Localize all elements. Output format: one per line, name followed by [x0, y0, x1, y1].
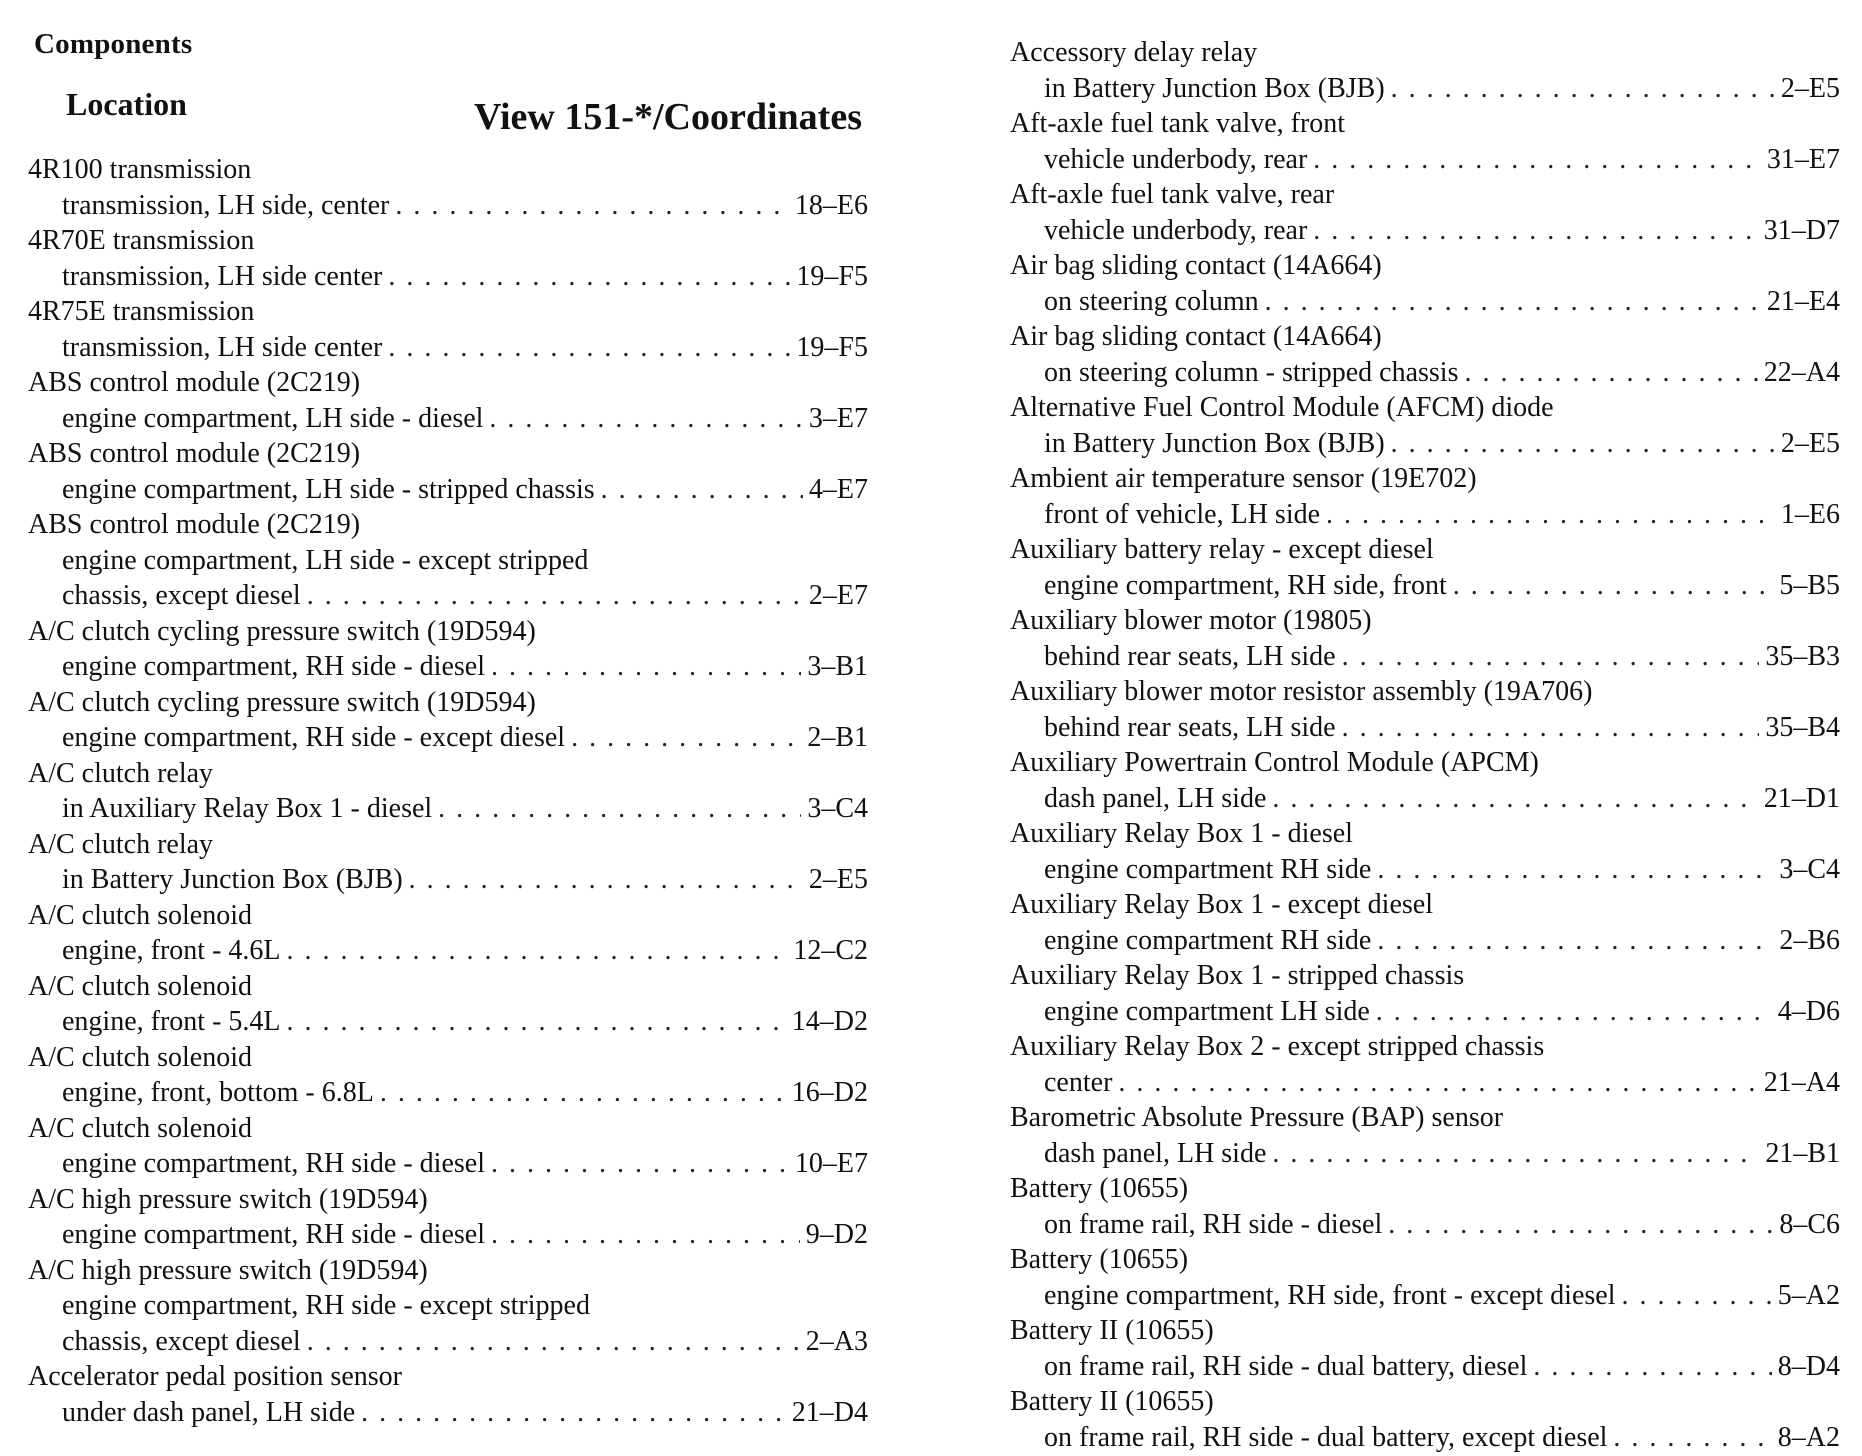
dot-leader	[491, 649, 801, 685]
component-location-line	[1010, 142, 1840, 178]
view-coordinate: 19–F5	[796, 260, 868, 292]
component-entry	[1010, 958, 1840, 1029]
component-location: dash panel, LH side	[1044, 782, 1267, 814]
component-location-line	[28, 649, 868, 685]
component-location: front of vehicle, LH side	[1044, 498, 1321, 530]
component-location: engine compartment, RH side, front	[1044, 569, 1447, 601]
view-coordinate: 2–A3	[805, 1325, 868, 1357]
dot-leader	[1313, 213, 1757, 249]
component-entry	[1010, 1242, 1840, 1313]
component-location-line	[1010, 568, 1840, 604]
component-location-line	[28, 330, 868, 366]
component-location: vehicle underbody, rear	[1044, 214, 1308, 246]
component-location-line	[28, 1004, 868, 1040]
component-location-line	[28, 791, 868, 827]
view-coordinate: 12–C2	[793, 935, 868, 966]
dot-leader	[1613, 1420, 1771, 1456]
component-entry	[28, 294, 868, 365]
component-location: engine compartment, LH side - diesel	[62, 402, 484, 434]
view-coordinate: 8–C6	[1779, 1208, 1840, 1240]
component-location-line	[1010, 355, 1840, 391]
component-entry	[1010, 35, 1840, 106]
component-location: on frame rail, RH side - dual battery, diesel	[1044, 1350, 1528, 1382]
component-name: Battery (10655)	[1010, 1244, 1189, 1275]
component-location-line	[28, 933, 868, 969]
view-coordinates-column-heading: View 151-*/Coordinates	[473, 96, 862, 138]
view-coordinate: 19–F5	[796, 331, 868, 363]
dot-leader	[1377, 852, 1773, 888]
component-name: Auxiliary Relay Box 1 - diesel	[1010, 818, 1353, 849]
component-location-line	[1010, 710, 1840, 746]
component-name: 4R75E transmission	[28, 296, 255, 327]
component-name: A/C clutch cycling pressure switch (19D594)	[28, 615, 536, 647]
component-location-line	[28, 862, 868, 898]
component-entry	[1010, 1171, 1840, 1242]
component-name: Aft-axle fuel tank valve, front	[1010, 108, 1346, 139]
component-location-line	[28, 578, 868, 614]
component-name: Auxiliary blower motor (19805)	[1010, 605, 1372, 636]
component-entry	[1010, 177, 1840, 248]
view-coordinate: 21–D1	[1763, 782, 1840, 814]
component-location-line	[1010, 284, 1840, 320]
component-entry	[1010, 390, 1840, 461]
component-location: chassis, except diesel	[62, 580, 301, 611]
component-location-line	[28, 1217, 868, 1253]
component-name: A/C clutch relay	[28, 828, 214, 860]
component-location-line	[1010, 1065, 1840, 1101]
view-coordinate: 21–B1	[1765, 1137, 1840, 1169]
component-entry	[1010, 319, 1840, 390]
dot-leader	[307, 1324, 800, 1360]
component-entry	[28, 1253, 868, 1360]
component-location-detail: engine compartment, LH side - except stripped	[62, 544, 589, 576]
component-location-line	[1010, 1420, 1840, 1456]
component-location: engine compartment RH side	[1044, 853, 1372, 885]
dot-leader	[388, 330, 790, 366]
view-coordinate: 2–B1	[807, 722, 868, 753]
dot-leader	[1453, 568, 1774, 604]
view-coordinate: 21–E4	[1766, 285, 1840, 317]
location-column-heading: Location	[66, 86, 187, 122]
dot-leader	[1326, 497, 1775, 533]
component-name: A/C clutch solenoid	[28, 1112, 252, 1144]
component-name: ABS control module (2C219)	[28, 438, 361, 469]
component-entry	[1010, 248, 1840, 319]
component-location-line	[28, 259, 868, 295]
component-name: Aft-axle fuel tank valve, rear	[1010, 179, 1335, 210]
dot-leader	[1342, 710, 1760, 746]
component-location-line	[1010, 1136, 1840, 1172]
component-location-line	[28, 720, 868, 756]
component-entry	[1010, 887, 1840, 958]
component-location-line	[1010, 1349, 1840, 1385]
component-name: A/C clutch solenoid	[28, 970, 252, 1002]
component-name: Auxiliary Relay Box 1 - stripped chassis	[1010, 960, 1465, 991]
component-location: vehicle underbody, rear	[1044, 143, 1308, 175]
component-entry	[28, 898, 868, 969]
component-name: 4R100 transmission	[28, 154, 252, 185]
view-coordinate: 31–E7	[1766, 143, 1840, 175]
component-location: engine, front - 4.6L	[62, 935, 281, 966]
component-location-line	[28, 1395, 868, 1431]
component-name: A/C clutch solenoid	[28, 1041, 252, 1073]
component-location-line	[28, 1075, 868, 1111]
component-name: Accessory delay relay	[1010, 37, 1258, 68]
dot-leader	[395, 188, 789, 224]
view-coordinate: 31–D7	[1763, 214, 1840, 246]
component-name: Ambient air temperature sensor (19E702)	[1010, 463, 1477, 494]
component-location-line	[28, 1146, 868, 1182]
view-coordinate: 2–E5	[1780, 72, 1840, 104]
component-entry	[1010, 1100, 1840, 1171]
dot-leader	[491, 1217, 800, 1253]
component-location: in Battery Junction Box (BJB)	[62, 864, 403, 895]
component-location-line	[1010, 71, 1840, 107]
component-entry	[1010, 1384, 1840, 1455]
component-entry	[28, 969, 868, 1040]
component-name: Air bag sliding contact (14A664)	[1010, 250, 1382, 281]
component-entry	[28, 614, 868, 685]
component-location: chassis, except diesel	[62, 1325, 301, 1357]
component-location-line	[1010, 497, 1840, 533]
component-location: engine, front - 5.4L	[62, 1006, 281, 1037]
component-location-line	[1010, 426, 1840, 462]
view-coordinate: 22–A4	[1763, 356, 1840, 388]
view-coordinate: 35–B4	[1765, 711, 1840, 743]
component-location: engine, front, bottom - 6.8L	[62, 1077, 374, 1108]
view-coordinate: 2–E7	[808, 580, 868, 611]
component-location-line	[1010, 1207, 1840, 1243]
component-location: under dash panel, LH side	[62, 1396, 356, 1428]
component-location: engine compartment, RH side - diesel	[62, 651, 485, 682]
view-coordinate: 35–B3	[1765, 640, 1840, 672]
component-location: behind rear seats, LH side	[1044, 640, 1336, 672]
component-entry	[28, 827, 868, 898]
dot-leader	[489, 401, 802, 437]
component-entry	[28, 1359, 868, 1430]
component-entry	[28, 507, 868, 614]
component-location: engine compartment, RH side - diesel	[62, 1148, 485, 1179]
component-location: on steering column	[1044, 285, 1259, 317]
component-location: in Battery Junction Box (BJB)	[1044, 427, 1385, 459]
component-location: in Auxiliary Relay Box 1 - diesel	[62, 793, 433, 824]
component-entry	[28, 152, 868, 223]
dot-leader	[1342, 639, 1760, 675]
dot-leader	[1118, 1065, 1757, 1101]
dot-leader	[1377, 923, 1773, 959]
component-location: behind rear seats, LH side	[1044, 711, 1336, 743]
component-name: Auxiliary Relay Box 1 - except diesel	[1010, 889, 1433, 920]
component-location: center	[1044, 1066, 1113, 1098]
dot-leader	[409, 862, 803, 898]
component-name: A/C clutch cycling pressure switch (19D594)	[28, 686, 536, 718]
component-entry	[1010, 106, 1840, 177]
component-location: transmission, LH side, center	[62, 189, 390, 221]
dot-leader	[1265, 284, 1761, 320]
left-entry-list	[28, 152, 868, 1430]
component-name: Auxiliary Powertrain Control Module (APCM)	[1010, 747, 1539, 778]
view-coordinate: 3–E7	[808, 402, 868, 434]
view-coordinate: 3–C4	[807, 793, 868, 824]
component-entry	[28, 1182, 868, 1253]
component-location-line	[1010, 994, 1840, 1030]
component-name: Battery II (10655)	[1010, 1386, 1214, 1417]
dot-leader	[1464, 355, 1757, 391]
dot-leader	[361, 1395, 786, 1431]
component-name: ABS control module (2C219)	[28, 367, 361, 398]
component-entry	[28, 756, 868, 827]
view-coordinate: 5–B5	[1779, 569, 1840, 601]
component-location-line	[1010, 923, 1840, 959]
section-title: Components	[34, 28, 193, 60]
component-entry	[28, 436, 868, 507]
component-name: Air bag sliding contact (14A664)	[1010, 321, 1382, 352]
component-name: A/C clutch relay	[28, 757, 214, 789]
view-coordinate: 18–E6	[794, 189, 868, 221]
dot-leader	[287, 933, 788, 969]
dot-leader	[380, 1075, 786, 1111]
component-location: transmission, LH side center	[62, 331, 383, 363]
component-location: engine compartment, RH side, front - except diesel	[1044, 1279, 1616, 1311]
component-location: dash panel, LH side	[1044, 1137, 1267, 1169]
view-coordinate: 4–D6	[1777, 995, 1840, 1027]
component-entry	[1010, 745, 1840, 816]
component-location-line	[28, 188, 868, 224]
dot-leader	[601, 472, 803, 508]
component-entry	[1010, 603, 1840, 674]
view-coordinate: 21–D4	[791, 1396, 868, 1428]
dot-leader	[388, 259, 790, 295]
component-name: A/C high pressure switch (19D594)	[28, 1254, 428, 1286]
view-coordinate: 2–E5	[1780, 427, 1840, 459]
component-name: Accelerator pedal position sensor	[28, 1361, 402, 1392]
component-name: Barometric Absolute Pressure (BAP) sensor	[1010, 1102, 1504, 1133]
dot-leader	[287, 1004, 786, 1040]
component-entry	[1010, 674, 1840, 745]
component-location: engine compartment, LH side - stripped chassis	[62, 473, 595, 505]
component-location-line	[1010, 213, 1840, 249]
component-location-line	[28, 401, 868, 437]
dot-leader	[1272, 1136, 1759, 1172]
component-location: engine compartment RH side	[1044, 924, 1372, 956]
dot-leader	[1376, 994, 1772, 1030]
dot-leader	[1313, 142, 1761, 178]
view-coordinate: 1–E6	[1780, 498, 1840, 530]
component-entry	[1010, 1313, 1840, 1384]
dot-leader	[307, 578, 803, 614]
dot-leader	[571, 720, 801, 756]
component-name: A/C high pressure switch (19D594)	[28, 1183, 428, 1215]
dot-leader	[438, 791, 801, 827]
component-location: on frame rail, RH side - diesel	[1044, 1208, 1383, 1240]
component-name: A/C clutch solenoid	[28, 899, 252, 931]
dot-leader	[1388, 1207, 1773, 1243]
view-coordinate: 3–B1	[807, 651, 868, 682]
component-name: Alternative Fuel Control Module (AFCM) diode	[1010, 392, 1554, 423]
component-location: engine compartment LH side	[1044, 995, 1370, 1027]
component-name: Auxiliary battery relay - except diesel	[1010, 534, 1434, 565]
view-coordinate: 10–E7	[794, 1148, 868, 1179]
component-location: in Battery Junction Box (BJB)	[1044, 72, 1385, 104]
view-coordinate: 4–E7	[808, 473, 868, 505]
dot-leader	[1272, 781, 1757, 817]
view-coordinate: 21–A4	[1763, 1066, 1840, 1098]
dot-leader	[1533, 1349, 1771, 1385]
dot-leader	[491, 1146, 789, 1182]
component-location: on steering column - stripped chassis	[1044, 356, 1459, 388]
component-name: Auxiliary blower motor resistor assembly (19A706)	[1010, 676, 1593, 707]
component-name: Auxiliary Relay Box 2 - except stripped chassis	[1010, 1031, 1545, 1062]
dot-leader	[1391, 71, 1775, 107]
right-entry-list	[1010, 35, 1840, 1455]
component-entry	[1010, 461, 1840, 532]
component-location: engine compartment, RH side - except diesel	[62, 722, 566, 753]
dot-leader	[1391, 426, 1775, 462]
view-coordinate: 5–A2	[1777, 1279, 1840, 1311]
view-coordinate: 9–D2	[805, 1219, 868, 1250]
component-entry	[28, 365, 868, 436]
component-location-line	[28, 472, 868, 508]
component-name: 4R70E transmission	[28, 225, 255, 256]
component-location-detail: engine compartment, RH side - except stripped	[62, 1290, 590, 1321]
component-name: ABS control module (2C219)	[28, 509, 361, 540]
view-coordinate: 8–A2	[1777, 1421, 1840, 1453]
component-name: Battery (10655)	[1010, 1173, 1189, 1204]
component-entry	[1010, 532, 1840, 603]
dot-leader	[1621, 1278, 1771, 1314]
view-coordinate: 2–E5	[808, 864, 868, 895]
view-coordinate: 3–C4	[1779, 853, 1840, 885]
component-location: on frame rail, RH side - dual battery, except diesel	[1044, 1421, 1608, 1453]
component-entry	[28, 1040, 868, 1111]
component-location-line	[1010, 781, 1840, 817]
component-location: engine compartment, RH side - diesel	[62, 1219, 485, 1250]
component-entry	[28, 685, 868, 756]
component-location-line	[1010, 1278, 1840, 1314]
view-coordinate: 14–D2	[791, 1006, 868, 1037]
component-location-line	[1010, 852, 1840, 888]
view-coordinate: 16–D2	[791, 1077, 868, 1108]
view-coordinate: 8–D4	[1777, 1350, 1840, 1382]
view-coordinate: 2–B6	[1779, 924, 1840, 956]
component-name: Battery II (10655)	[1010, 1315, 1214, 1346]
component-entry	[1010, 1029, 1840, 1100]
component-entry	[28, 1111, 868, 1182]
component-location: transmission, LH side center	[62, 260, 383, 292]
component-entry	[28, 223, 868, 294]
component-location-line	[28, 1324, 868, 1360]
component-location-line	[1010, 639, 1840, 675]
component-entry	[1010, 816, 1840, 887]
